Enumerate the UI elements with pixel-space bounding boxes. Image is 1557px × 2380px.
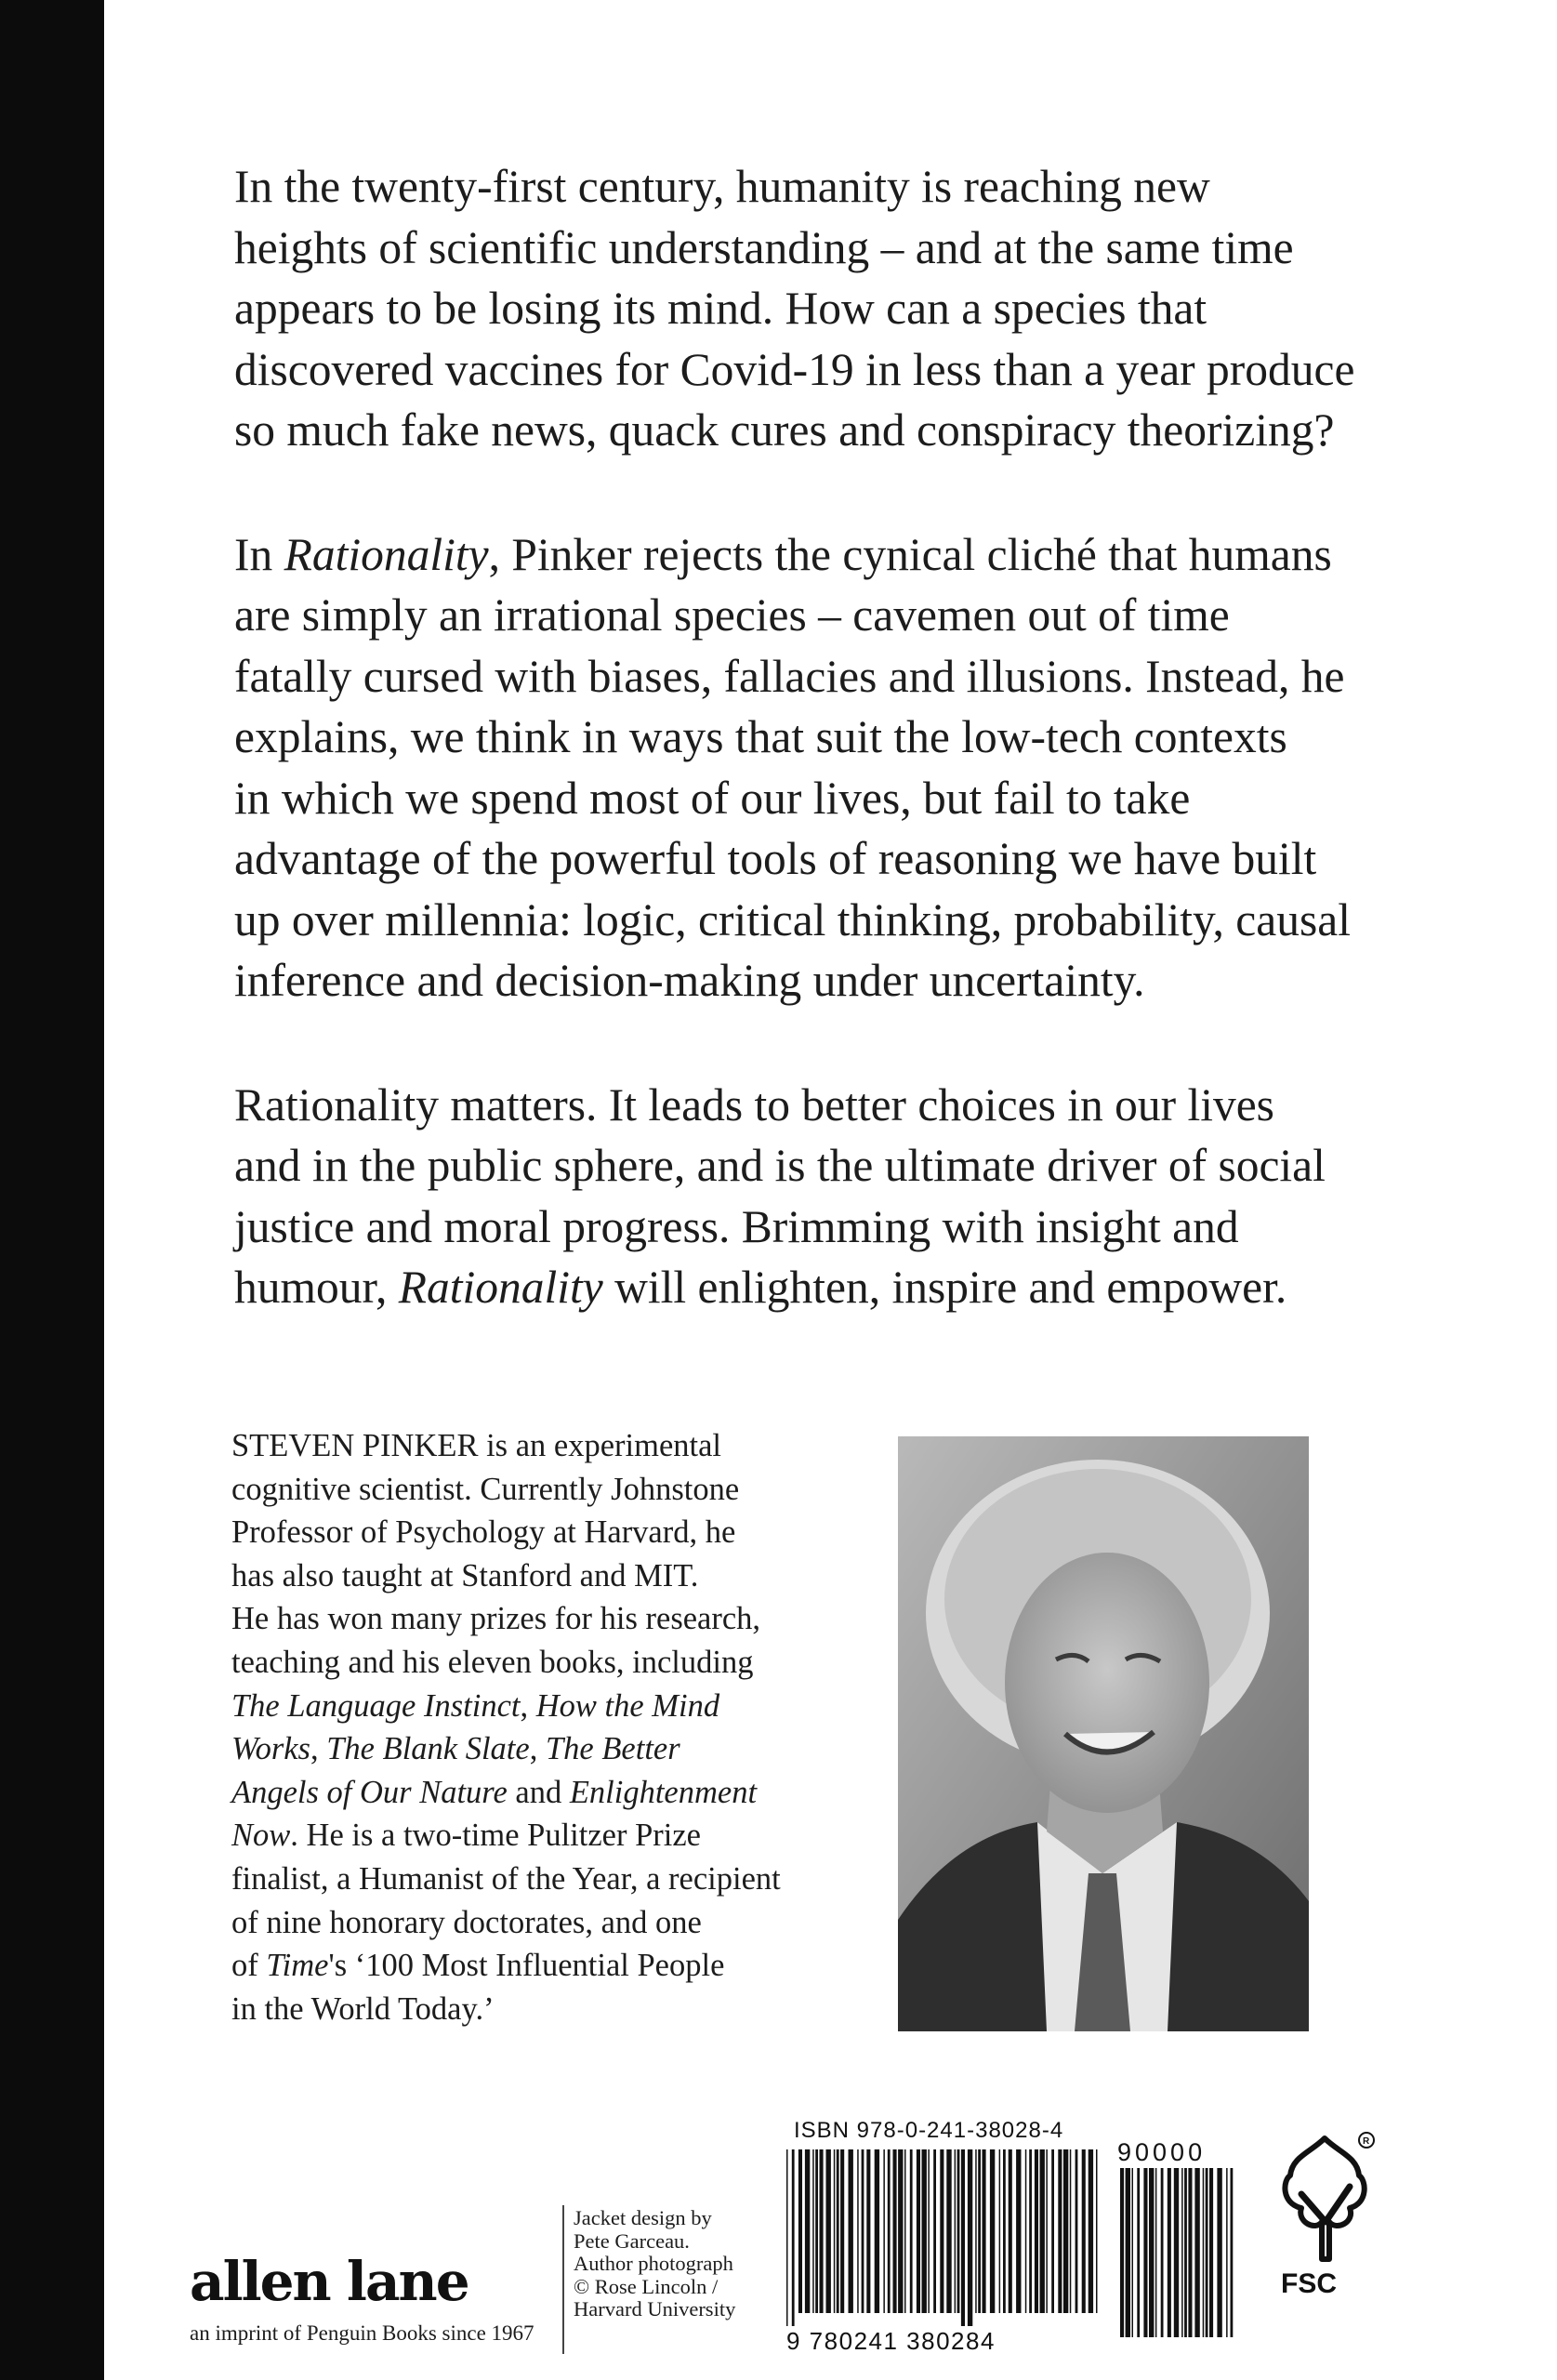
barcode-bar xyxy=(1226,2168,1228,2337)
blurb-line xyxy=(234,524,1378,586)
blurb-line: discovered vaccines for Covid-19 in less than a year produce xyxy=(234,343,1355,395)
text-run: will enlighten, inspire and empower. xyxy=(602,1262,1287,1313)
barcode-bar xyxy=(893,2149,897,2313)
barcode-bar xyxy=(1009,2149,1012,2313)
barcode-bar xyxy=(1132,2168,1134,2337)
barcode-bar xyxy=(1016,2149,1021,2313)
barcode-digits: 9 780241 380284 xyxy=(786,2327,996,2355)
bio-line: STEVEN PINKER is an experimental xyxy=(231,1428,721,1463)
barcode-bar xyxy=(968,2149,972,2326)
barcode-bar xyxy=(866,2149,870,2313)
barcode-bar xyxy=(786,2149,788,2326)
barcode-bar xyxy=(1046,2149,1048,2313)
blurb-line: justice and moral progress. Brimming with insight and xyxy=(234,1200,1239,1252)
price-addon-digits: 90000 xyxy=(1117,2138,1207,2166)
barcode-bar xyxy=(1184,2168,1187,2337)
credit-line: © Rose Lincoln / xyxy=(574,2274,719,2298)
bio-line: has also taught at Stanford and MIT. xyxy=(231,1557,699,1593)
book-title: Rationality xyxy=(398,1262,603,1313)
bio-line: He has won many prizes for his research, xyxy=(231,1601,761,1637)
barcode-bar xyxy=(933,2149,936,2313)
bio-line xyxy=(231,1771,882,1815)
barcode-bar xyxy=(1181,2168,1183,2337)
svg-text:R: R xyxy=(1363,2136,1370,2147)
barcode-bar xyxy=(1025,2149,1027,2313)
barcode-bar xyxy=(1120,2168,1124,2337)
blurb-line: heights of scientific understanding – and at the same time xyxy=(234,221,1294,273)
barcode-bar xyxy=(1155,2168,1157,2337)
barcode-bar xyxy=(1137,2168,1140,2337)
text-run: of xyxy=(231,1948,267,1984)
blurb-line: so much fake news, quack cures and conspiracy theorizing? xyxy=(234,404,1335,456)
bio-line: in the World Today.’ xyxy=(231,1990,495,2027)
barcode-bar xyxy=(1096,2149,1098,2313)
author-bio xyxy=(231,1424,882,2030)
barcode-bar xyxy=(1003,2149,1006,2313)
bio-line: Professor of Psychology at Harvard, he xyxy=(231,1514,736,1551)
barcode-bar xyxy=(849,2149,853,2313)
barcode-bar xyxy=(946,2149,951,2313)
barcode-bar xyxy=(1206,2168,1208,2337)
barcode-bar xyxy=(961,2149,965,2326)
barcode-bar xyxy=(792,2149,795,2326)
barcode-bar xyxy=(1070,2149,1072,2313)
barcode-bar xyxy=(910,2149,913,2313)
blurb-line xyxy=(234,1257,1378,1318)
barcode-bar xyxy=(862,2149,864,2313)
bio-line xyxy=(231,1944,882,1988)
barcode-bar xyxy=(922,2149,927,2313)
blurb-paragraph-3 xyxy=(234,1075,1378,1318)
barcode-bar xyxy=(1203,2168,1205,2337)
barcode-bar xyxy=(820,2149,824,2313)
blurb-line: are simply an irrational species – cavemen out of time xyxy=(234,589,1230,641)
blurb-line: in which we spend most of our lives, but fail to take xyxy=(234,772,1191,824)
barcode-bar xyxy=(1029,2149,1032,2313)
barcode-bar xyxy=(904,2149,906,2313)
bio-line: teaching and his eleven books, including xyxy=(231,1644,754,1680)
bio-line xyxy=(231,1685,882,1728)
text-run: , Pinker rejects the cynical cliché that humans xyxy=(488,528,1332,580)
blurb-line: advantage of the powerful tools of reasoning we have built xyxy=(234,833,1317,884)
blurb-line: inference and decision-making under uncertainty. xyxy=(234,955,1145,1006)
credit-line: Pete Garceau. xyxy=(574,2228,690,2253)
barcode-bar xyxy=(917,2149,920,2313)
barcode-bar xyxy=(815,2149,818,2313)
barcode-bar xyxy=(1063,2149,1068,2313)
barcode-bar xyxy=(837,2149,839,2313)
barcode-bar xyxy=(1161,2168,1164,2337)
barcode-bar xyxy=(1075,2149,1078,2313)
blurb-line: and in the public sphere, and is the ultimate driver of social xyxy=(234,1140,1326,1191)
barcode-bar xyxy=(1231,2168,1234,2337)
text-run: , xyxy=(529,1731,546,1767)
isbn-number: ISBN 978-0-241-38028-4 xyxy=(794,2118,1064,2143)
bio-line xyxy=(231,1814,882,1858)
magazine-title: Time xyxy=(266,1948,329,1984)
barcode-bar xyxy=(840,2149,844,2313)
text-run: In xyxy=(234,528,284,580)
blurb-line: fatally cursed with biases, fallacies and illusions. Instead, he xyxy=(234,650,1345,702)
credit-line: Jacket design by xyxy=(574,2206,712,2229)
barcode-bar xyxy=(978,2149,981,2313)
book-title: How the Mind xyxy=(535,1687,720,1724)
book-title: Now xyxy=(231,1818,291,1854)
spine-strip xyxy=(0,0,104,2380)
barcode-bar xyxy=(1058,2149,1062,2313)
text-run: , xyxy=(520,1687,536,1724)
blurb-line: Rationality matters. It leads to better choices in our lives xyxy=(234,1078,1274,1130)
book-title: The Language Instinct xyxy=(231,1687,521,1724)
barcode-bar xyxy=(888,2149,891,2313)
barcode-bar xyxy=(1174,2168,1179,2337)
bio-line: of nine honorary doctorates, and one xyxy=(231,1904,702,1940)
blurb-line: up over millennia: logic, critical thinking, probability, causal xyxy=(234,893,1351,945)
barcode-bar xyxy=(1209,2168,1213,2337)
publisher-tagline: an imprint of Penguin Books since 1967 xyxy=(190,2321,534,2345)
publisher-logo: allen lane xyxy=(190,2250,468,2313)
barcode-bar xyxy=(990,2149,995,2313)
text-run: 's ‘100 Most Influential People xyxy=(328,1948,725,1984)
book-title: Enlightenment xyxy=(569,1774,758,1810)
barcode-bar xyxy=(1168,2168,1171,2337)
jacket-credits xyxy=(574,2207,735,2321)
fsc-tree-icon xyxy=(1273,2129,1376,2268)
credit-line: Author photograph xyxy=(574,2252,733,2275)
text-run: . He is a two-time Pulitzer Prize xyxy=(290,1818,701,1854)
book-title: Rationality xyxy=(284,528,489,580)
book-title: The Better xyxy=(545,1731,680,1767)
text-run: humour, xyxy=(234,1262,399,1313)
credits-divider xyxy=(562,2205,564,2354)
book-title: The Blank Slate xyxy=(326,1731,530,1767)
barcode-bar xyxy=(1188,2168,1192,2337)
barcode-bar xyxy=(1040,2149,1045,2313)
fsc-label: FSC xyxy=(1281,2268,1337,2299)
barcode-bar xyxy=(1194,2168,1199,2337)
barcode-bar xyxy=(798,2149,802,2313)
barcode-bar xyxy=(857,2149,859,2313)
barcode-bar xyxy=(826,2149,831,2313)
barcode-bar xyxy=(1149,2168,1154,2337)
barcode xyxy=(785,2149,1101,2326)
blurb-text xyxy=(234,156,1378,1382)
blurb-line: appears to be losing its mind. How can a species that xyxy=(234,283,1207,334)
blurb-line: In the twenty-first century, humanity is reaching new xyxy=(234,161,1210,212)
barcode-bar xyxy=(805,2149,810,2313)
barcode-bar xyxy=(1082,2149,1086,2313)
blurb-paragraph-2 xyxy=(234,524,1378,1012)
barcode-bar xyxy=(957,2149,960,2313)
blurb-paragraph-1 xyxy=(234,156,1378,461)
author-photo xyxy=(898,1436,1309,2031)
barcode-bar xyxy=(812,2149,814,2313)
barcode-bar xyxy=(1035,2149,1038,2313)
bio-line: cognitive scientist. Currently Johnstone xyxy=(231,1471,740,1507)
barcode-bar xyxy=(999,2149,1001,2313)
blurb-line: explains, we think in ways that suit the low-tech contexts xyxy=(234,711,1287,762)
barcode-bar xyxy=(898,2149,903,2313)
bio-line xyxy=(231,1727,882,1771)
credit-line: Harvard University xyxy=(574,2297,736,2320)
barcode-bar xyxy=(883,2149,885,2313)
barcode-bar xyxy=(955,2149,957,2313)
barcode-bar xyxy=(940,2149,943,2313)
book-title: Works xyxy=(231,1731,310,1767)
book-title: Angels of Our Nature xyxy=(231,1774,508,1810)
barcode-bar xyxy=(1143,2168,1147,2337)
barcode-bar xyxy=(1089,2149,1093,2313)
barcode-bar xyxy=(1126,2168,1130,2337)
barcode-bar xyxy=(834,2149,836,2313)
barcode-bar xyxy=(975,2149,977,2313)
bio-line: finalist, a Humanist of the Year, a recipient xyxy=(231,1860,781,1897)
text-run: and xyxy=(507,1774,570,1810)
barcode-bar xyxy=(983,2149,986,2313)
barcode-bar xyxy=(928,2149,930,2313)
text-run: , xyxy=(310,1731,327,1767)
barcode-bar xyxy=(1051,2149,1054,2313)
barcode-bar xyxy=(1217,2168,1221,2337)
barcode-bar xyxy=(875,2149,879,2313)
price-addon-barcode xyxy=(1118,2168,1235,2350)
